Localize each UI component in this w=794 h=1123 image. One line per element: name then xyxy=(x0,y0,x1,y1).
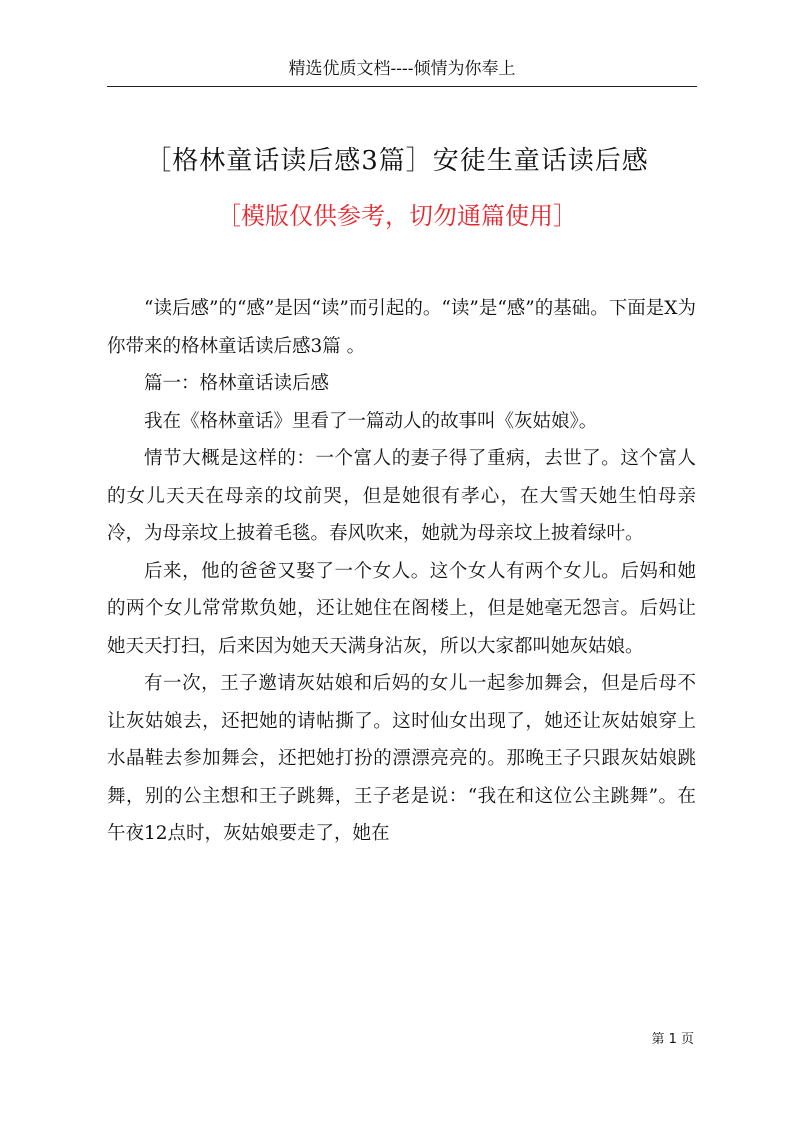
document-subtitle: ［模版仅供参考，切勿通篇使用］ xyxy=(217,202,577,230)
paragraph-section-heading: 篇一：格林童话读后感 xyxy=(144,373,330,394)
page-number: 第 1 页 xyxy=(651,1032,694,1047)
document-body xyxy=(107,290,696,853)
paragraph: 情节大概是这样的：一个富人的妻子得了重病，去世了。这个富人的女儿天天在母亲的坟前哭，但是她很有孝心，在大雪天她生怕母亲冷，为母亲坟上披着毛毯。春风吹来，她就为母亲坟上披着绿叶。 xyxy=(107,448,696,544)
document-title: ［格林童话读后感3篇］安徒生童话读后感 xyxy=(145,146,649,176)
paragraph: 后来，他的爸爸又娶了一个女人。这个女人有两个女儿。后妈和她的两个女儿常常欺负她，还让她住在阁楼上，但是她毫无怨言。后妈让她天天打扫，后来因为她天天满身沾灰，所以大家都叫她灰姑娘。 xyxy=(107,560,696,657)
paragraph: 有一次，王子邀请灰姑娘和后妈的女儿一起参加舞会，但是后母不让灰姑娘去，还把她的请帖撕了。这时仙女出现了，她还让灰姑娘穿上水晶鞋去参加舞会，还把她打扮的漂漂亮亮的。那晚王子只跟灰姑娘跳舞，别的公主想和王子跳舞，王子老是说：“我在和这位公主跳舞”。在午夜12点时，灰姑娘要走了，她在 xyxy=(107,673,696,844)
paragraph: 我在《格林童话》里看了一篇动人的故事叫《灰姑娘》。 xyxy=(144,410,598,432)
page-header: 精选优质文档----倾情为你奉上 xyxy=(107,52,697,87)
paragraph-intro: “读后感”的“感”是因“读”而引起的。“读”是“感”的基础。下面是X为你带来的格林童话读后感3篇 。 xyxy=(107,298,696,357)
